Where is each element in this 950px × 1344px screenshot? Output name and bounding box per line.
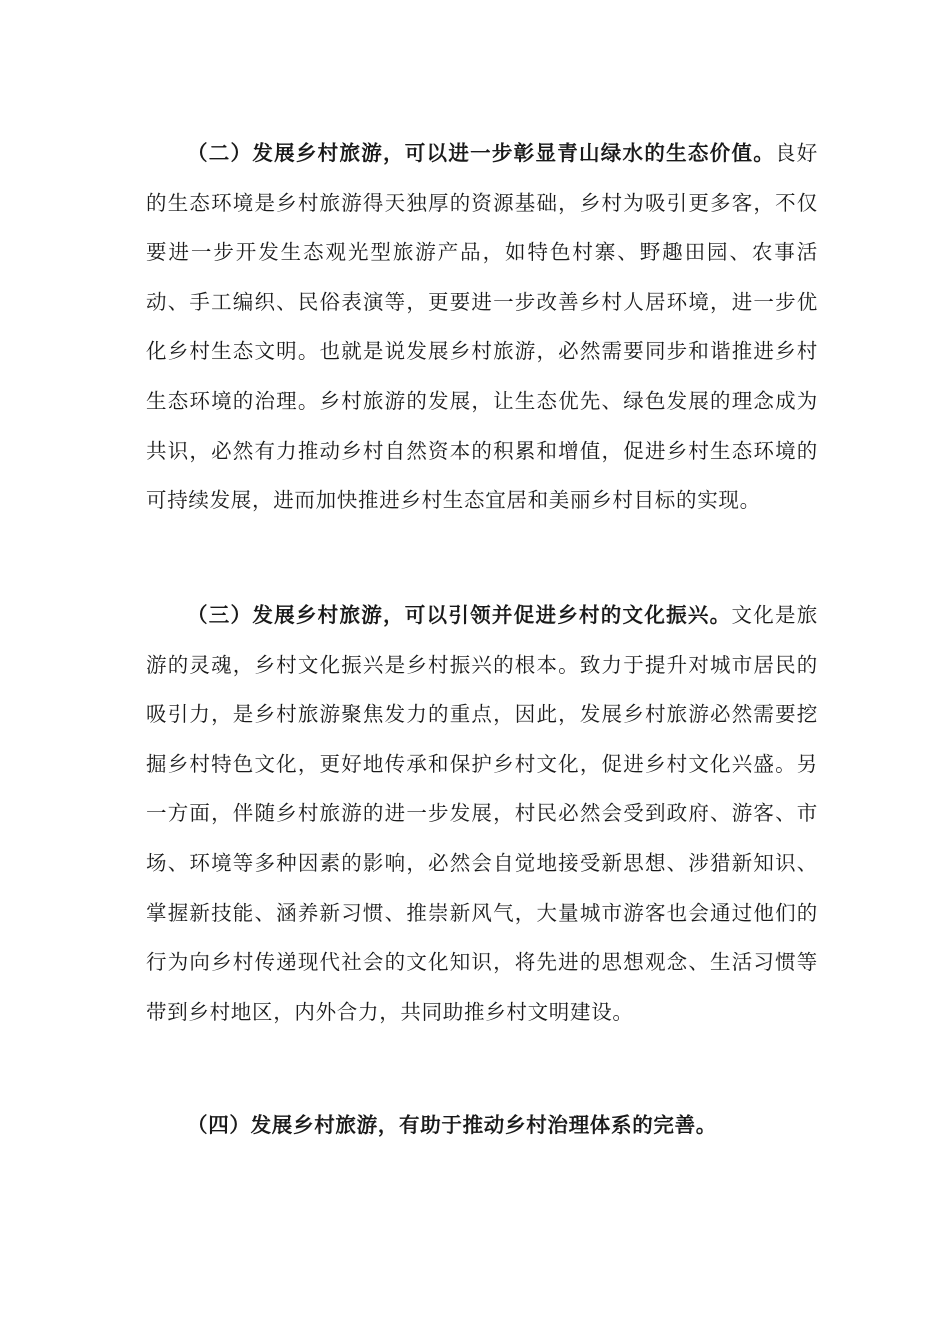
paragraph-body-culture: 文化是旅游的灵魂，乡村文化振兴是乡村振兴的根本。致力于提升对城市居民的吸引力，是乡村旅游聚焦发力的重点，因此，发展乡村旅游必然需要挖掘乡村特色文化，更好地传承和保护乡村文化，促进乡村文化兴盛。另一方面，伴随乡村旅游的进一步发展，村民必然会受到政府、游客、市场、环境等多种因素的影响，必然会自觉地接受新思想、涉猎新知识、掌握新技能、涵养新习惯、推崇新风气，大量城市游客也会通过他们的行为向乡村传递现代社会的文化知识，将先进的思想观念、生活习惯等带到乡村地区，内外合力，共同助推乡村文明建设。 [146,603,818,1024]
paragraph-culture [146,591,818,1037]
paragraph-ecology [146,129,818,526]
paragraph-body-ecology: 良好的生态环境是乡村旅游得天独厚的资源基础，乡村为吸引更多客，不仅要进一步开发生态观光型旅游产品，如特色村寨、野趣田园、农事活动、手工编织、民俗表演等，更要进一步改善乡村人居环境，进一步优化乡村生态文明。也就是说发展乡村旅游，必然需要同步和谐推进乡村生态环境的治理。乡村旅游的发展，让生态优先、绿色发展的理念成为共识，必然有力推动乡村自然资本的积累和增值，促进乡村生态环境的可持续发展，进而加快推进乡村生态宜居和美丽乡村目标的实现。 [146,141,818,513]
paragraph-heading-governance: （四）发展乡村旅游，有助于推动乡村治理体系的完善。 [187,1113,717,1137]
paragraph-governance [146,1101,818,1151]
paragraph-heading-ecology: （二）发展乡村旅游，可以进一步彰显青山绿水的生态价值。 [187,141,776,165]
paragraph-heading-culture: （三）发展乡村旅游，可以引领并促进乡村的文化振兴。 [187,603,732,627]
